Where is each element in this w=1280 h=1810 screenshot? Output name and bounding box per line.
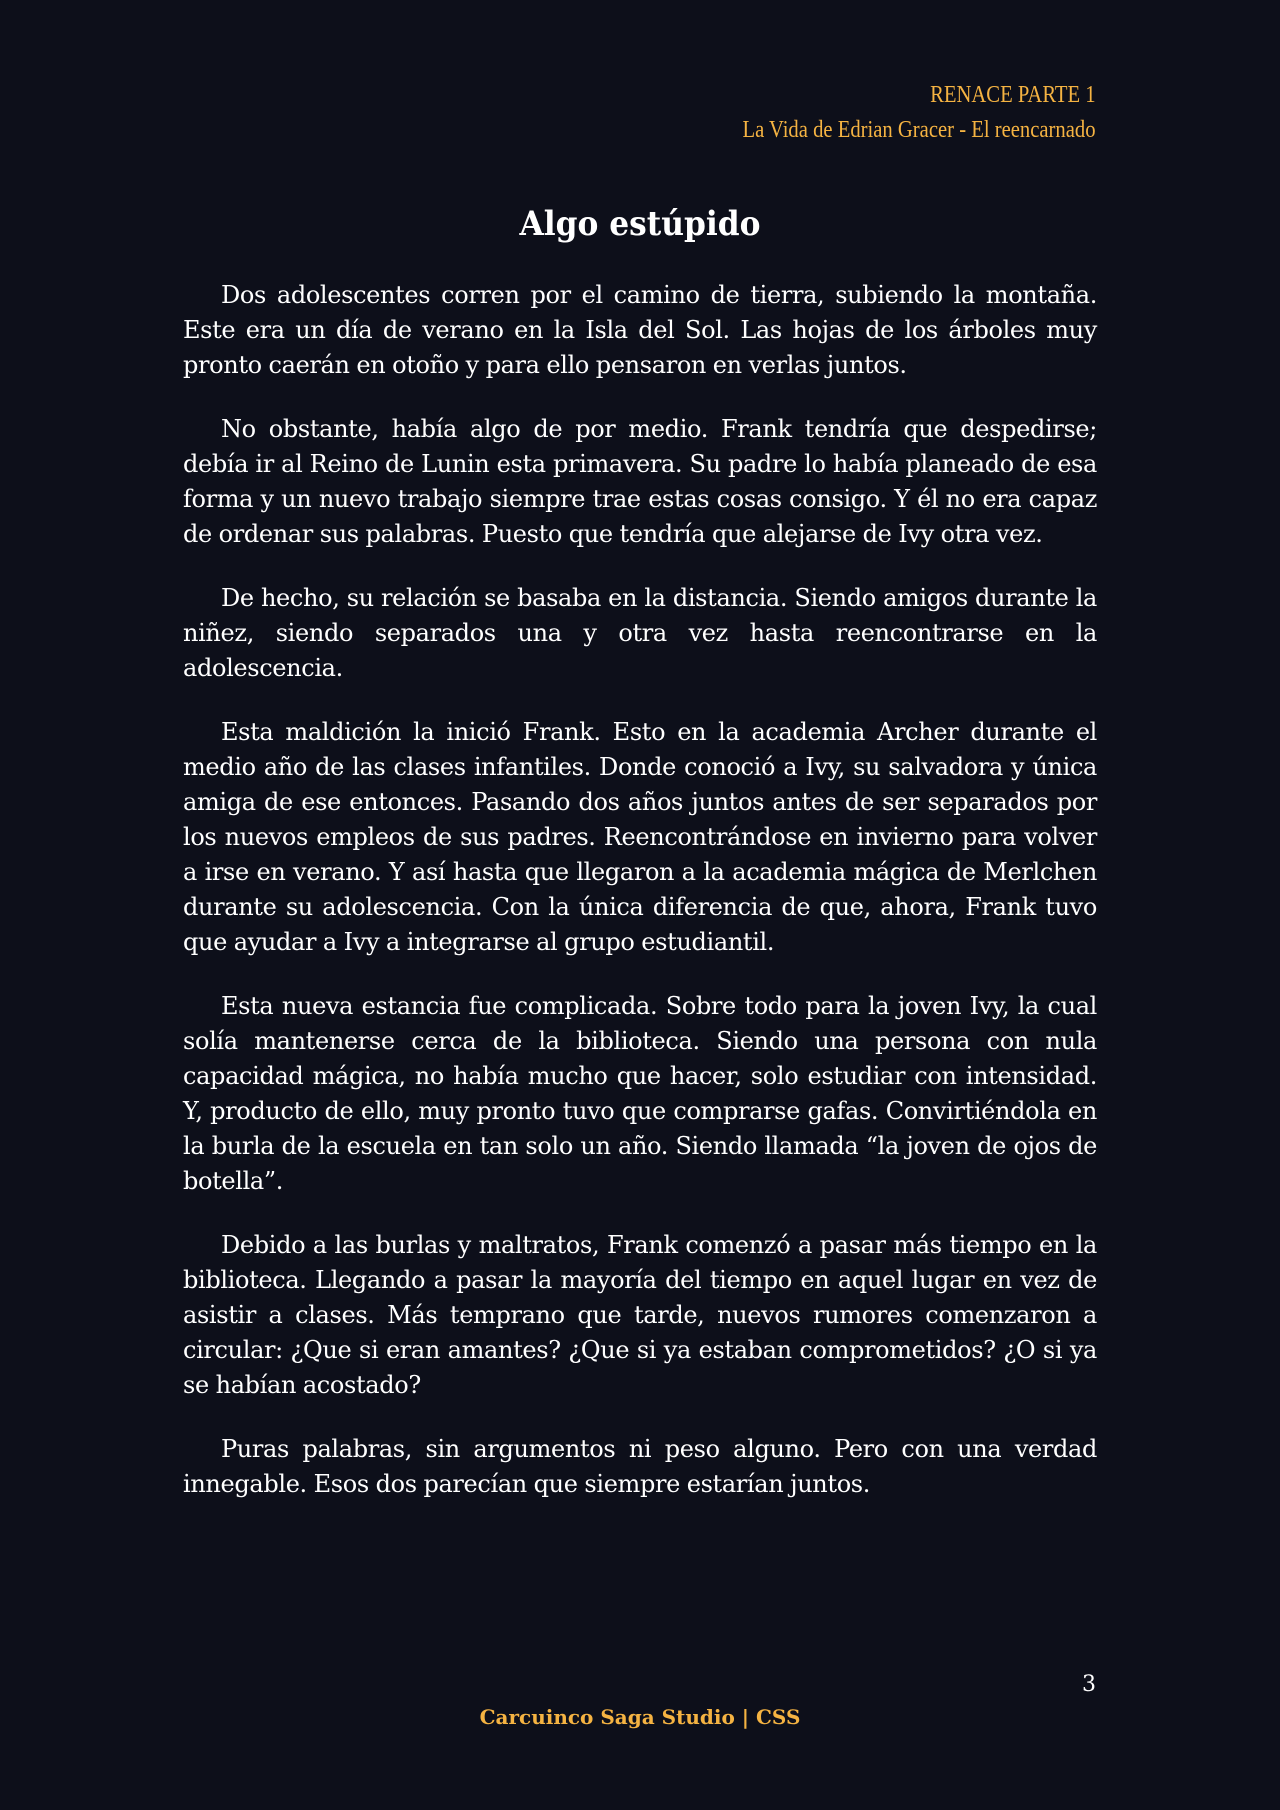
chapter-body bbox=[183, 278, 1097, 1531]
paragraph: No obstante, había algo de por medio. Frank tendría que despedirse; debía ir al Reino de Lunin esta primavera. Su padre lo había planeado de esa forma y un nuevo trabajo siempre trae estas cosas consigo. Y él no era capaz de ordenar sus palabras. Puesto que tendría que alejarse de Ivy otra vez. bbox=[183, 415, 1097, 548]
chapter-title: Algo estúpido bbox=[519, 204, 761, 244]
running-header bbox=[743, 78, 1096, 148]
page-number: 3 bbox=[1082, 1672, 1096, 1697]
paragraph: Debido a las burlas y maltratos, Frank comenzó a pasar más tiempo en la biblioteca. Llegando a pasar la mayoría del tiempo en aquel lugar en vez de asistir a clases. Más temprano que tarde, nuevos rumores comenzaron a circular: ¿Que si eran amantes? ¿Que si ya estaban comprometidos? ¿O si ya se habían acostado? bbox=[183, 1231, 1097, 1399]
paragraph: Dos adolescentes corren por el camino de tierra, subiendo la montaña. Este era un día de verano en la Isla del Sol. Las hojas de los árboles muy pronto caerán en otoño y para ello pensaron en verlas juntos. bbox=[183, 281, 1097, 379]
paragraph: De hecho, su relación se basaba en la distancia. Siendo amigos durante la niñez, siendo separados una y otra vez hasta reencontrarse en la adolescencia. bbox=[183, 584, 1097, 682]
footer-publisher: Carcuinco Saga Studio | CSS bbox=[479, 1705, 801, 1729]
paragraph: Esta nueva estancia fue complicada. Sobre todo para la joven Ivy, la cual solía mantenerse cerca de la biblioteca. Siendo una persona con nula capacidad mágica, no había mucho que hacer, solo estudiar con intensidad. Y, producto de ello, muy pronto tuvo que comprarse gafas. Convirtiéndola en la burla de la escuela en tan solo un año. Siendo llamada “la joven de ojos de botella”. bbox=[183, 992, 1097, 1195]
header-book-title: La Vida de Edrian Gracer - El reencarnado bbox=[742, 117, 1096, 143]
header-part-label: RENACE PARTE 1 bbox=[930, 82, 1096, 108]
paragraph: Puras palabras, sin argumentos ni peso alguno. Pero con una verdad innegable. Esos dos parecían que siempre estarían juntos. bbox=[183, 1435, 1097, 1498]
paragraph: Esta maldición la inició Frank. Esto en la academia Archer durante el medio año de las clases infantiles. Donde conoció a Ivy, su salvadora y única amiga de ese entonces. Pasando dos años juntos antes de ser separados por los nuevos empleos de sus padres. Reencontrándose en invierno para volver a irse en verano. Y así hasta que llegaron a la academia mágica de Merlchen durante su adolescencia. Con la única diferencia de que, ahora, Frank tuvo que ayudar a Ivy a integrarse al grupo estudiantil. bbox=[183, 718, 1097, 956]
